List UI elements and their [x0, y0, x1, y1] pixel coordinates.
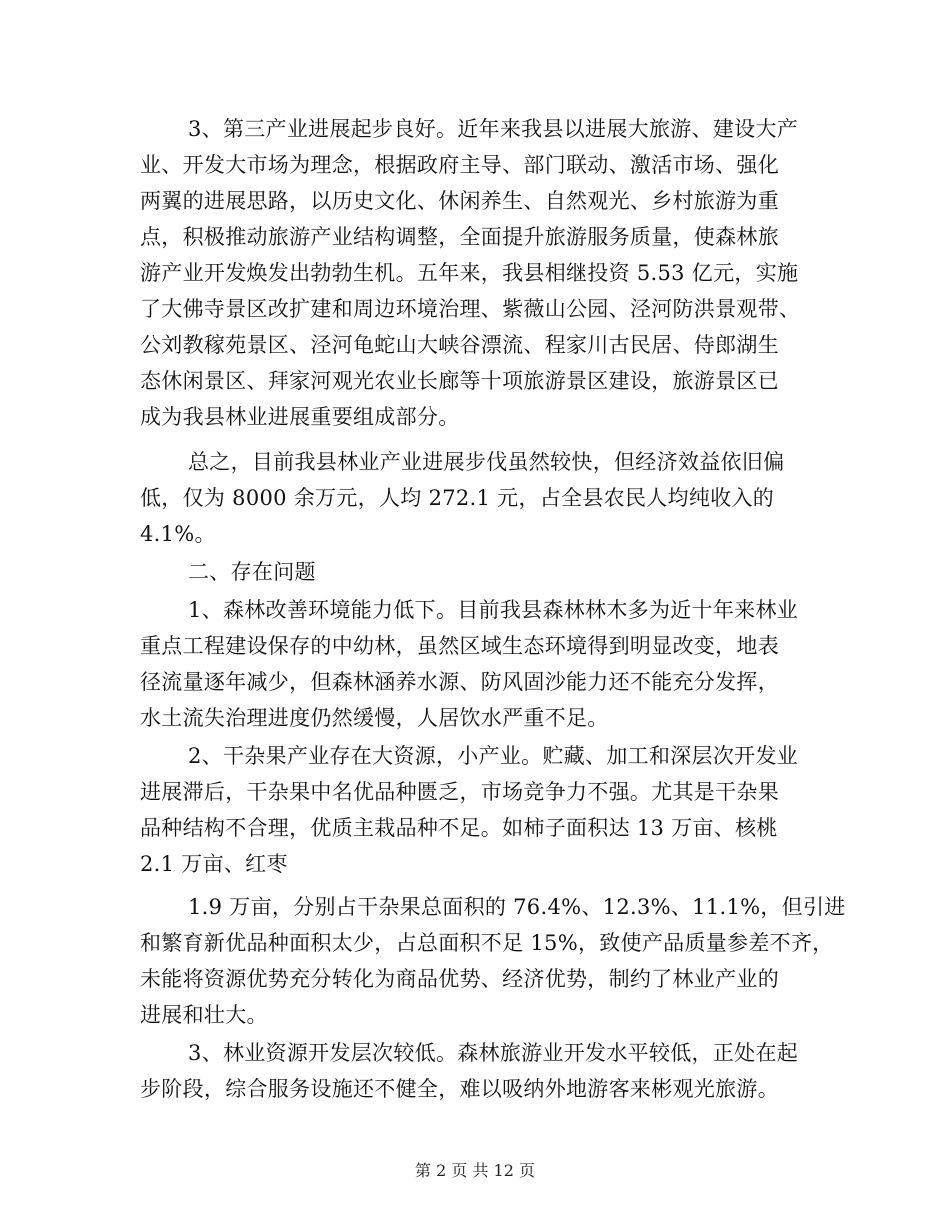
page-number-footer: 第 2 页 共 12 页 — [415, 1161, 535, 1180]
body-text-line: 重点工程建设保存的中幼林，虽然区域生态环境得到明显改变，地表 — [140, 634, 779, 658]
body-text-line: 进展滞后，干杂果中名优品种匮乏，市场竞争力不强。尤其是干杂果 — [140, 780, 779, 804]
body-text-line: 3、第三产业进展起步良好。近年来我县以进展大旅游、建设大产 — [188, 117, 799, 141]
body-text-line: 总之，目前我县林业产业进展步伐虽然较快，但经济效益依旧偏 — [188, 450, 785, 474]
body-text-line: 游产业开发焕发出勃勃生机。五年来，我县相继投资 5.53 亿元，实施 — [140, 261, 799, 285]
body-text-line: 步阶段，综合服务设施还不健全，难以吸纳外地游客来彬观光旅游。 — [140, 1077, 779, 1101]
body-text-line: 低，仅为 8000 余万元，人均 272.1 元，占全县农民人均纯收入的 — [140, 486, 775, 510]
body-text-line: 1.9 万亩，分别占干杂果总面积的 76.4%、12.3%、11.1%，但引进 — [188, 895, 846, 919]
body-text-line: 2、干杂果产业存在大资源，小产业。贮藏、加工和深层次开发业 — [188, 744, 799, 768]
body-text-line: 了大佛寺景区改扩建和周边环境治理、紫薇山公园、泾河防洪景观带、 — [140, 297, 801, 321]
section-heading: 二、存在问题 — [188, 560, 316, 584]
body-text-line: 业、开发大市场为理念，根据政府主导、部门联动、激活市场、强化 — [140, 153, 779, 177]
body-text-line: 2.1 万亩、红枣 — [140, 852, 288, 876]
body-text-line: 公刘教稼苑景区、泾河龟蛇山大峡谷漂流、程家川古民居、侍郎湖生 — [140, 333, 779, 357]
body-text-line: 两翼的进展思路，以历史文化、休闲养生、自然观光、乡村旅游为重 — [140, 189, 779, 213]
body-text-line: 4.1%。 — [140, 522, 216, 546]
body-text-line: 1、森林改善环境能力低下。目前我县森林林木多为近十年来林业 — [188, 598, 799, 622]
body-text-line: 态休闲景区、拜家河观光农业长廊等十项旅游景区建设，旅游景区已 — [140, 369, 779, 393]
body-text-line: 品种结构不合理，优质主栽品种不足。如柿子面积达 13 万亩、核桃 — [140, 816, 778, 840]
body-text-line: 进展和壮大。 — [140, 1003, 268, 1027]
body-text-line: 未能将资源优势充分转化为商品优势、经济优势，制约了林业产业的 — [140, 967, 779, 991]
body-text-line: 点，积极推动旅游产业结构调整，全面提升旅游服务质量，使森林旅 — [140, 225, 779, 249]
body-text-line: 成为我县林业进展重要组成部分。 — [140, 405, 460, 429]
body-text-line: 径流量逐年减少，但森林涵养水源、防风固沙能力还不能充分发挥， — [140, 670, 779, 694]
body-text-line: 3、林业资源开发层次较低。森林旅游业开发水平较低，正处在起 — [188, 1041, 799, 1065]
body-text-line: 和繁育新优品种面积太少，占总面积不足 15%，致使产品质量参差不齐， — [140, 931, 834, 955]
body-text-line: 水土流失治理进度仍然缓慢，人居饮水严重不足。 — [140, 706, 609, 730]
